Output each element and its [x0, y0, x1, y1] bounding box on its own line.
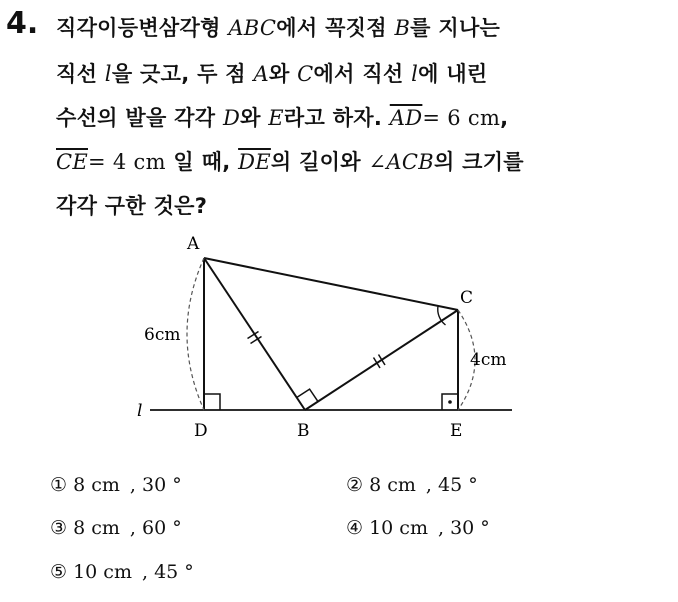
choice-3[interactable]: ③ 8 cm , 60 ° [50, 517, 182, 539]
choice-2-angle: 45 ° [437, 474, 478, 496]
choice-5-marker: ⑤ [50, 561, 68, 583]
math-symbol: B [394, 16, 411, 40]
dashed-arc-AD [187, 258, 204, 410]
choice-4-length: 10 cm [369, 517, 428, 539]
label-C: C [460, 288, 474, 308]
math-symbol: l [104, 62, 112, 86]
math-symbol: ACB [386, 150, 434, 174]
question-text-segment: 의 길이와 [270, 150, 369, 174]
question-text-segment: 일 때, [165, 150, 239, 174]
question-text-segment: 을 긋고, 두 점 [111, 62, 254, 86]
choice-4-angle: 30 ° [450, 517, 490, 539]
label-l: l [137, 401, 143, 421]
question-text-segment: 와 [240, 106, 269, 130]
label-D: D [194, 421, 208, 441]
question-text-segment: 수선의 발을 각각 [56, 106, 223, 130]
segment-symbol: $\overline{CE}$ [56, 150, 88, 174]
question-text-segment: 직각이등변삼각형 [56, 16, 229, 40]
label-AD-length: 6cm [144, 325, 181, 345]
choice-5-length: 10 cm [73, 561, 132, 583]
choice-2-length: 8 cm [369, 474, 416, 496]
math-symbol: l [411, 62, 419, 86]
question-text-segment: 를 지나는 [410, 16, 501, 40]
math-value: = 6 cm [422, 106, 501, 130]
segment-symbol: $\overline{AD}$ [389, 106, 423, 130]
right-angle-B [297, 389, 318, 402]
choice-3-length: 8 cm [73, 517, 120, 539]
math-value: ∠ [368, 150, 387, 174]
question-number: 4. [6, 6, 39, 41]
question-text-segment: 의 크기를 [433, 150, 524, 174]
math-symbol: D [222, 106, 241, 130]
question-text-segment: 에서 직선 [313, 62, 412, 86]
choice-3-marker: ③ [50, 517, 68, 539]
right-angle-E-dot [448, 400, 452, 404]
choice-2-marker: ② [346, 474, 364, 496]
question-text-segment: 라고 하자. [283, 106, 390, 130]
segment-symbol: $\overline{DE}$ [238, 150, 271, 174]
label-CE-length: 4cm [470, 350, 507, 370]
label-E: E [450, 421, 463, 441]
right-angle-D [204, 394, 220, 410]
label-A: A [187, 234, 200, 254]
math-symbol: C [297, 62, 314, 86]
tick-BC-2 [379, 355, 386, 366]
question-text-segment: 와 [268, 62, 298, 86]
question-text-segment: , [500, 106, 509, 130]
question-text-segment: 각각 구한 것은? [56, 194, 208, 218]
math-symbol: ABC [228, 16, 277, 40]
question-text-segment: 직선 [56, 62, 105, 86]
choice-2[interactable]: ② 8 cm , 45 ° [346, 474, 478, 496]
choice-4[interactable]: ④ 10 cm , 30 ° [346, 517, 490, 539]
choice-1-angle: 30 ° [141, 474, 182, 496]
choice-5-angle: 45 ° [154, 561, 194, 583]
math-symbol: A [253, 62, 269, 86]
math-symbol: E [268, 106, 284, 130]
label-B: B [297, 421, 310, 441]
segment-AC [204, 258, 458, 310]
choice-1-marker: ① [50, 474, 68, 496]
question-text-segment: 에서 꼭짓점 [276, 16, 395, 40]
choice-1-length: 8 cm [73, 474, 120, 496]
math-value: = 4 cm [88, 150, 166, 174]
choice-1[interactable]: ① 8 cm , 30 ° [50, 474, 182, 496]
choice-5[interactable]: ⑤ 10 cm , 45 ° [50, 561, 194, 583]
choice-3-angle: 60 ° [141, 517, 182, 539]
question-text-segment: 에 내린 [418, 62, 488, 86]
choice-4-marker: ④ [346, 517, 364, 539]
